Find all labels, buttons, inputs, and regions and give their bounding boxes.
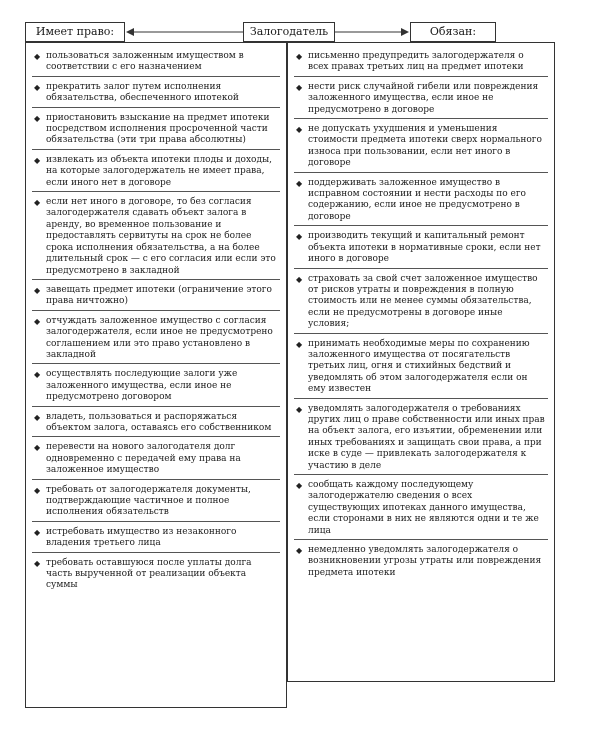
diamond-bullet-icon: ◆ — [296, 82, 303, 92]
obligations-item: ◆ немедленно уведомлять залогодержателя о возникновении угрозы утраты или повреждения предмета ипотеки — [296, 545, 542, 578]
obligations-item: ◆ не допускать ухудшения и уменьшения стоимости предмета ипотеки сверх нормального износа при пользовании, если нет иного в договоре — [294, 122, 548, 173]
obligations-column — [287, 42, 555, 682]
obligations-item: ◆ производить текущий и капитальный ремонт объекта ипотеки в нормативные сроки, если нет иного в договоре — [294, 229, 548, 268]
diamond-bullet-icon: ◆ — [34, 412, 41, 422]
obligations-item: ◆ страховать за свой счет заложенное имущество от рисков утраты и повреждения в полную стоимость или не менее суммы обязательства, если не предусмотрены в договоре иные условия; — [294, 272, 548, 334]
diamond-bullet-icon: ◆ — [34, 113, 41, 123]
diamond-bullet-icon: ◆ — [296, 125, 303, 135]
rights-item: ◆ пользоваться заложенным имуществом в соответствии с его назначением — [32, 49, 280, 77]
diamond-bullet-icon: ◆ — [296, 404, 303, 414]
diamond-bullet-icon: ◆ — [34, 443, 41, 453]
diamond-bullet-icon: ◆ — [296, 52, 303, 61]
obligations-item: ◆ сообщать каждому последующему залогодержателю сведения о всех существующих ипотеках данного имущества, если сторонами в них не являются одни и те же лица — [294, 478, 548, 540]
rights-item: ◆ требовать оставшуюся после уплаты долга часть вырученной от реализации объекта суммы — [34, 557, 252, 591]
diamond-bullet-icon: ◆ — [34, 558, 41, 568]
diamond-bullet-icon: ◆ — [34, 198, 41, 208]
diamond-bullet-icon: ◆ — [34, 527, 41, 537]
diamond-bullet-icon: ◆ — [34, 52, 41, 61]
obligations-item: ◆ принимать необходимые меры по сохранению заложенного имущества от посягательств третьих лиц, огня и стихийных бедствий и уведомлять об этом залогодержателя если он ему известен — [294, 337, 548, 399]
diamond-bullet-icon: ◆ — [296, 178, 303, 188]
obligations-item: ◆ письменно предупредить залогодержателя о всех правах третьих лиц на предмет ипотеки — [294, 49, 548, 77]
rights-item: ◆ требовать от залогодержателя документы, подтверждающие частичное и полное исполнения обязательств — [32, 483, 280, 522]
rights-item: ◆ приостановить взыскание на предмет ипотеки посредством исполнения просроченной части обязательства (эти три права абсолютны) — [32, 111, 280, 150]
diamond-bullet-icon: ◆ — [34, 82, 41, 92]
diamond-bullet-icon: ◆ — [34, 155, 41, 165]
diamond-bullet-icon: ◆ — [34, 370, 41, 380]
rights-item: ◆ прекратить залог путем исполнения обязательства, обеспеченного ипотекой — [32, 80, 280, 108]
rights-item: ◆ владеть, пользоваться и распоряжаться объектом залога, оставаясь его собственником — [32, 410, 280, 438]
diamond-bullet-icon: ◆ — [296, 339, 303, 349]
diamond-bullet-icon: ◆ — [34, 316, 41, 326]
diamond-bullet-icon: ◆ — [296, 481, 303, 490]
obligations-item: ◆ поддерживать заложенное имущество в исправном состоянии и нести расходы по его содержанию, если иное не предусмотрено в договоре — [294, 176, 548, 227]
obligations-header: Обязан: — [410, 22, 496, 42]
diamond-bullet-icon: ◆ — [34, 485, 41, 495]
diamond-bullet-icon: ◆ — [296, 274, 303, 284]
pledgor-header: Залогодатель — [243, 22, 335, 42]
rights-header: Имеет право: — [25, 22, 125, 42]
rights-item: ◆ завещать предмет ипотеки (ограничение этого права ничтожно) — [32, 283, 280, 311]
rights-column — [25, 42, 287, 708]
rights-item: ◆ если нет иного в договоре, то без согласия залогодержателя сдавать объект залога в аренду, во временное пользование и предоставлять сервитуты на срок не более срока исполнения обязательства, а на более длительный срок — с его согласия или если это предусмотрено в закладной — [32, 195, 280, 280]
rights-item: ◆ перевести на нового залогодателя долг одновременно с передачей ему права на заложенное имущество — [32, 440, 280, 479]
diamond-bullet-icon: ◆ — [34, 285, 41, 295]
obligations-item: ◆ нести риск случайной гибели или повреждения заложенного имущества, если иное не предусмотрено в договоре — [294, 80, 548, 119]
obligations-item: ◆ уведомлять залогодержателя о требованиях других лиц о праве собственности или иных прав на объект залога, его изъятии, обременении или иных требованиях и защищать свои права, а при иске в суде — привлекать залогодержателя к участию в деле — [294, 402, 548, 475]
diamond-bullet-icon: ◆ — [296, 546, 303, 556]
diamond-bullet-icon: ◆ — [296, 232, 303, 242]
rights-item: ◆ отчуждать заложенное имущество с согласия залогодержателя, если иное не предусмотрено соглашением или это право установлено в закладной — [32, 314, 280, 365]
rights-item: ◆ извлекать из объекта ипотеки плоды и доходы, на которые залогодержатель не имеет права, если иного нет в договоре — [32, 153, 280, 192]
rights-item: ◆ осуществлять последующие залоги уже заложенного имущества, если иное не предусмотрено договором — [32, 367, 280, 406]
rights-item: ◆ истребовать имущество из незаконного владения третьего лица — [32, 525, 280, 553]
